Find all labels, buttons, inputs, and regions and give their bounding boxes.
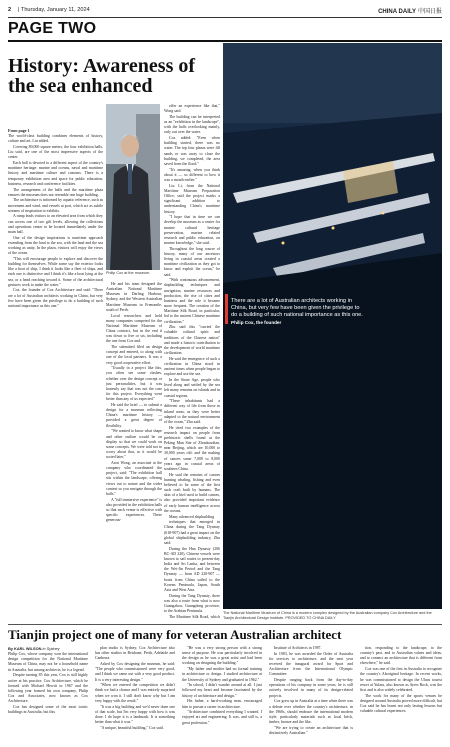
body-paragraph: Despite turning 85 this year, Cox is still highly active at his practice, Cox Architecture, which he formed with Michael Hewitt in 1967 and the following year formed his own company, Philip Cox and Associates, now known as Cox Architecture. bbox=[8, 673, 88, 704]
body-paragraph: The world-class building combines elements of history, culture and art, Liu added. bbox=[8, 134, 103, 144]
page-number: 2 bbox=[8, 7, 12, 13]
body-paragraph: tion, responding to the landscape, to the country's past, and to Australian values and ideas, and to connect an architecture that is different from elsewhere," he said. bbox=[360, 646, 442, 666]
body-paragraph: "My father and mother had no formal training in architecture or design. I studied architecture at the University of Sydney and graduated in 1962." bbox=[182, 667, 262, 682]
story1-column-1 bbox=[8, 128, 103, 620]
body-paragraph: Philip Cox, whose company won the international design competition for the National Maritime Museum of China, may not be a household name in Australia, but among architects, he is a legend. bbox=[8, 652, 88, 672]
pull-quote-attribution: Philip Cox, the founder bbox=[231, 320, 282, 326]
continued-from-label: From page 1 bbox=[8, 128, 30, 133]
body-paragraph: A "full immersive experience" is also provided in the exhibition halls so that each venue is effective with specific experiences. These generous- bbox=[106, 497, 162, 523]
body-paragraph: Cox grew up in Australia at a time when there was a debate over whether the country's architecture, in the 1960s, should embrace the international modern style, particularly materials such as local brick, timber, bronze and the like. bbox=[269, 699, 353, 724]
body-paragraph: "With continuous advancement, shipbuilding techniques and navigation, marine resources and production, the rise of cities and business and the role it became more frequent. The creation of the Maritime Silk Road, in particular, led to the ancient Chinese maritime civilization." bbox=[164, 278, 220, 324]
museum-photo bbox=[223, 43, 442, 609]
body-paragraph: "Usually in a project like this, you often see some clashes, whether over the design concept or just personalities, but it was honestly say that was not the case for this project. Everything went better than any of us expected." bbox=[106, 366, 162, 402]
byline-location: in Sydney bbox=[42, 646, 60, 651]
body-paragraph: Covering 80,000 square meters, the four exhibition halls, Liu said, are one of the most impressive aspects of the center. bbox=[8, 145, 103, 160]
newspaper-name bbox=[378, 6, 442, 15]
byline bbox=[8, 646, 88, 651]
story2-headline: Tianjin project one of many for veteran Australian architect bbox=[8, 627, 342, 642]
body-paragraph: Asked by Cox designing the museum, he said: "The people who commissioned were very good, and I think we came out with a very good product. It is a very interesting design." bbox=[95, 662, 175, 682]
body-paragraph: Liu Li, from the National Maritime Museum Preparation Office, said the project marks a significant addition to understanding China's maritime history. bbox=[164, 183, 220, 214]
body-paragraph: "I hope that in time we can develop the museum as a center for marine cultural heritage preservation, marine related research and public education, on marine knowledge," she said. bbox=[164, 215, 220, 246]
body-paragraph: techniques that emerged in China during the Tang Dynasty (618-907) had a great impact on the global shipbuilding industry, Zhu said. bbox=[164, 520, 220, 545]
body-paragraph: The submitted filed an design concept and entered, to along with one of the local partners. It was a very good cooperative effort. bbox=[106, 345, 162, 365]
body-paragraph: Each hall is devoted to a different aspect of the country's maritime heritage: marine and oceans, naval and maritime history and maritime culture and customs. There is a temporary exhibition area and space for public education, business, research and conference facilities. bbox=[8, 161, 103, 186]
body-paragraph: The building can be interpreted as an "exhibition in the landscape", with the halls overlooking mainly, only out over the water. bbox=[164, 114, 220, 135]
body-paragraph: "A unique, beautiful building," Cox said. bbox=[100, 725, 164, 730]
museum-photo-caption: The National Maritime Museum of China is a modern complex designed by the Australian company Cox Architecture and the Tianjin Architectural Design Institute. PROVIDED TO CHINA DAILY bbox=[223, 611, 432, 620]
section-title: PAGE TWO bbox=[8, 20, 97, 37]
body-paragraph: Cox has designed some of the most iconic buildings in Australia, but this bbox=[8, 704, 88, 715]
body-paragraph: Despite ranging back from the day-to-day operations of his company in some years, he is still actively involved in many of its design-related projects. bbox=[269, 678, 353, 698]
body-paragraph: "These inhabitants had a different way of life from those in inland areas, as they were better adapted to the natural environment of the ocean," Zhu said. bbox=[164, 399, 220, 424]
story2-column-2 bbox=[95, 646, 175, 745]
body-paragraph: Cox, the founder of Cox Architecture and said: "There are a lot of Australian architects working in China, but very few have been given the privilege to do a building of such national importance as this one." bbox=[8, 288, 103, 308]
issue-date: | Thursday, January 11, 2024 bbox=[18, 7, 90, 13]
pull-quote-text: There are a lot of Australian architects working in China, but very few have been given the privilege to do a building of such national importance as this one. bbox=[231, 298, 363, 318]
body-paragraph: Many advanced shipbuilding bbox=[169, 514, 215, 519]
body-paragraph: A ramp leads visitors to an elevated area from which they can access one of two gift levels, allowing the collections and operations center to be located immediately under the main hall. bbox=[8, 214, 103, 234]
body-paragraph: In 1983, he was awarded the Order of Australia for services to architecture, and the next year received the inaugural award for Sport and Architecture from the International Olympic Committee. bbox=[269, 651, 353, 677]
body-paragraph: "It's amazing, when you think about it — so different to how it was a month earlier." bbox=[164, 167, 220, 182]
body-paragraph: He said the remains of canoes hunting whaling, fishing and even believed to be some of the first such craft built by humans. The skin of a bird used to build canoes, also provided important evidence of early human intelligence across the oceans. bbox=[164, 472, 220, 513]
body-paragraph: Institute of Architects in 1987. bbox=[274, 646, 322, 650]
body-paragraph: "We are trying to create an architecture that is distinctively Australian." bbox=[269, 725, 353, 735]
portrait-image bbox=[106, 104, 160, 270]
byline-author: By KARL WILSON bbox=[8, 646, 42, 651]
story2-column-4 bbox=[269, 646, 353, 745]
body-paragraph: The Maritime Silk Road, which bbox=[169, 614, 220, 619]
portrait-caption: Philip Cox at the museum. bbox=[106, 271, 151, 275]
body-paragraph: Throughout the long course of history, many of our ancestors living in coastal areas created a maritime civilization as they got to know and exploit the ocean," he said. bbox=[164, 246, 220, 277]
body-paragraph: In the Stone Age, people who lived along and settled by the sea left many remains on islands and in coastal regions. bbox=[164, 378, 220, 398]
body-paragraph: "Architecture combined everything I wanted. I enjoyed art and engineering. It was, and still is, a great profession." bbox=[182, 710, 262, 725]
body-paragraph: Zhu said this "carried the valuable cultural spirit and traditions of the Chinese nation" and made a historic contribution to the development of world maritime civilization. bbox=[164, 325, 220, 356]
museum-aerial-image bbox=[223, 43, 442, 609]
body-paragraph: "In school, I didn't wander around at all. I just followed my heart and became fascinated by the history of architecture and design." bbox=[182, 683, 262, 698]
body-paragraph: His father, a hard-working man, encouraged him to pursue a career in architecture. bbox=[182, 699, 262, 709]
body-paragraph: "It was a big building and we'd never done one of that scale, but I'm very happy with how it was done. I do hope it is a landmark. It is something better than what it was." bbox=[95, 704, 175, 724]
story1-column-2 bbox=[106, 282, 162, 620]
body-paragraph: The work for many of the sports venues he designed around Australia proved more difficult, but Cox said he has learnt not only lasting lessons but valuable cultural experiences. bbox=[360, 693, 442, 714]
section-rule bbox=[8, 40, 442, 42]
pull-quote-accent bbox=[225, 294, 228, 324]
body-paragraph: Cox was one of the first in Australia to recognize the country's Aboriginal heritage. In recent works, he was commissioned to design the Uluru tourist resort at Yulara, also known as Ayers Rock, was the first and is also widely celebrated. bbox=[360, 667, 442, 692]
body-paragraph: "We wanted to know what shape and other outline would be on display so that we could work on some concepts. We were told not to worry about that, so it would be sorted later." bbox=[106, 429, 162, 460]
story-headline: History: Awareness of the sea enhanced bbox=[8, 55, 196, 97]
story2-column-1 bbox=[8, 646, 88, 745]
body-paragraph: He and his team designed the Australian National Maritime Museum in Darling Harbour, Sydney, and the Western Australian Maritime Museum in Fremantle, south of Perth. bbox=[106, 282, 162, 312]
body-paragraph: During the Han Dynasty (206 BC-AD 220), Chinese vessels were known to sail routes to present-day India and Sri Lanka, and between the Wei-Jin Period and the Tang Dynasty — from AD 220-907 — boats from China sailed to the Korean Peninsula, Japan, South Asia and West Asia. bbox=[164, 546, 220, 592]
body-paragraph: "When we entered the competition we didn't think we had a chance and I was entirely surprised when we won it. I still don't know why but I am very happy with the result." bbox=[95, 683, 175, 703]
body-paragraph: Local researchers and hold many companies competed for the National Maritime Museum of China contract, but in the end it was down to five or six, including the one from Cox and. bbox=[106, 313, 162, 344]
body-paragraph: He said the emergence of such a civilization in China stood in ancient times when people began to explore and use the sea. bbox=[164, 356, 220, 377]
paper-name-cn: 中国日报 bbox=[417, 9, 442, 15]
body-paragraph: The architecture is informed by aquatic reference, such as movement and wind, and vessels at port, which act as subtle streams of inspiration to exhibits. bbox=[8, 198, 103, 213]
body-paragraph: The arrangement of the halls and the maritime plaza ensures the museum does not resemble one huge building. bbox=[8, 187, 103, 197]
body-paragraph: Aron Wong, an associate at the company who coordinated the project, said: "The exhibition hall sits within the landscape, offering views out to nature and the wider context so you navigate through the halls." bbox=[106, 460, 162, 496]
body-paragraph: He said the brief — to submit a design for a museum reflecting China's maritime history — provided a great degree of flexibility. bbox=[106, 402, 162, 428]
body-paragraph: plan studio is Sydney, Cox Architecture also has other studios in Brisbane, Perth, Adelaide and Canberra. bbox=[95, 646, 175, 661]
portrait-photo bbox=[106, 104, 160, 270]
body-paragraph: One of the design inspirations is maritime approach extending from the land to the sea, with the land and the sea working as unity. In the plaza, visitors will enjoy the views of the ocean. bbox=[8, 235, 103, 256]
story2-column-5 bbox=[360, 646, 442, 745]
body-paragraph: offer an experience like that," Wong said. bbox=[164, 104, 220, 114]
story2-column-3 bbox=[182, 646, 262, 745]
paper-name-en: CHINA DAILY bbox=[378, 9, 416, 15]
body-paragraph: "This will encourage people to explore and discover the building for themselves. While some say the exterior looks like a boat of ship, I think it looks like a fleet of ships, and each one is distinctive and I think it's like a boat lying at the sea, or a head reaching toward it. Some of the architectural gestures work to make the water." bbox=[8, 256, 103, 287]
story1-column-3 bbox=[164, 104, 220, 620]
pull-quote bbox=[231, 298, 363, 325]
masthead-rule bbox=[8, 17, 442, 18]
body-paragraph: He cited two examples of the research impact on people from prehistoric shells found at the Peking Man Site of Zhoukoudian, near Beijing, which are 10,000 to 30,000 years old; and the making of canoes some 7,000 to 8,000 years ago in coastal areas of southern China. bbox=[164, 425, 220, 471]
masthead bbox=[8, 6, 442, 18]
story-divider bbox=[8, 624, 442, 625]
body-paragraph: Cox added: "Even when building started, there was no water. The top four plazas were fill sands or was away to close the building, we completed, the area saved from the flood." bbox=[164, 136, 220, 166]
body-paragraph: "He was a very strong person with a strong sense of purpose. He was particularly involved in the design as he was a great artist and had been working on designing the building." bbox=[182, 646, 262, 666]
body-paragraph: During the Tang Dynasty, there was also a route from what is now Guangzhou, Guangdong province, to the Arabian Peninsula. bbox=[164, 593, 220, 614]
